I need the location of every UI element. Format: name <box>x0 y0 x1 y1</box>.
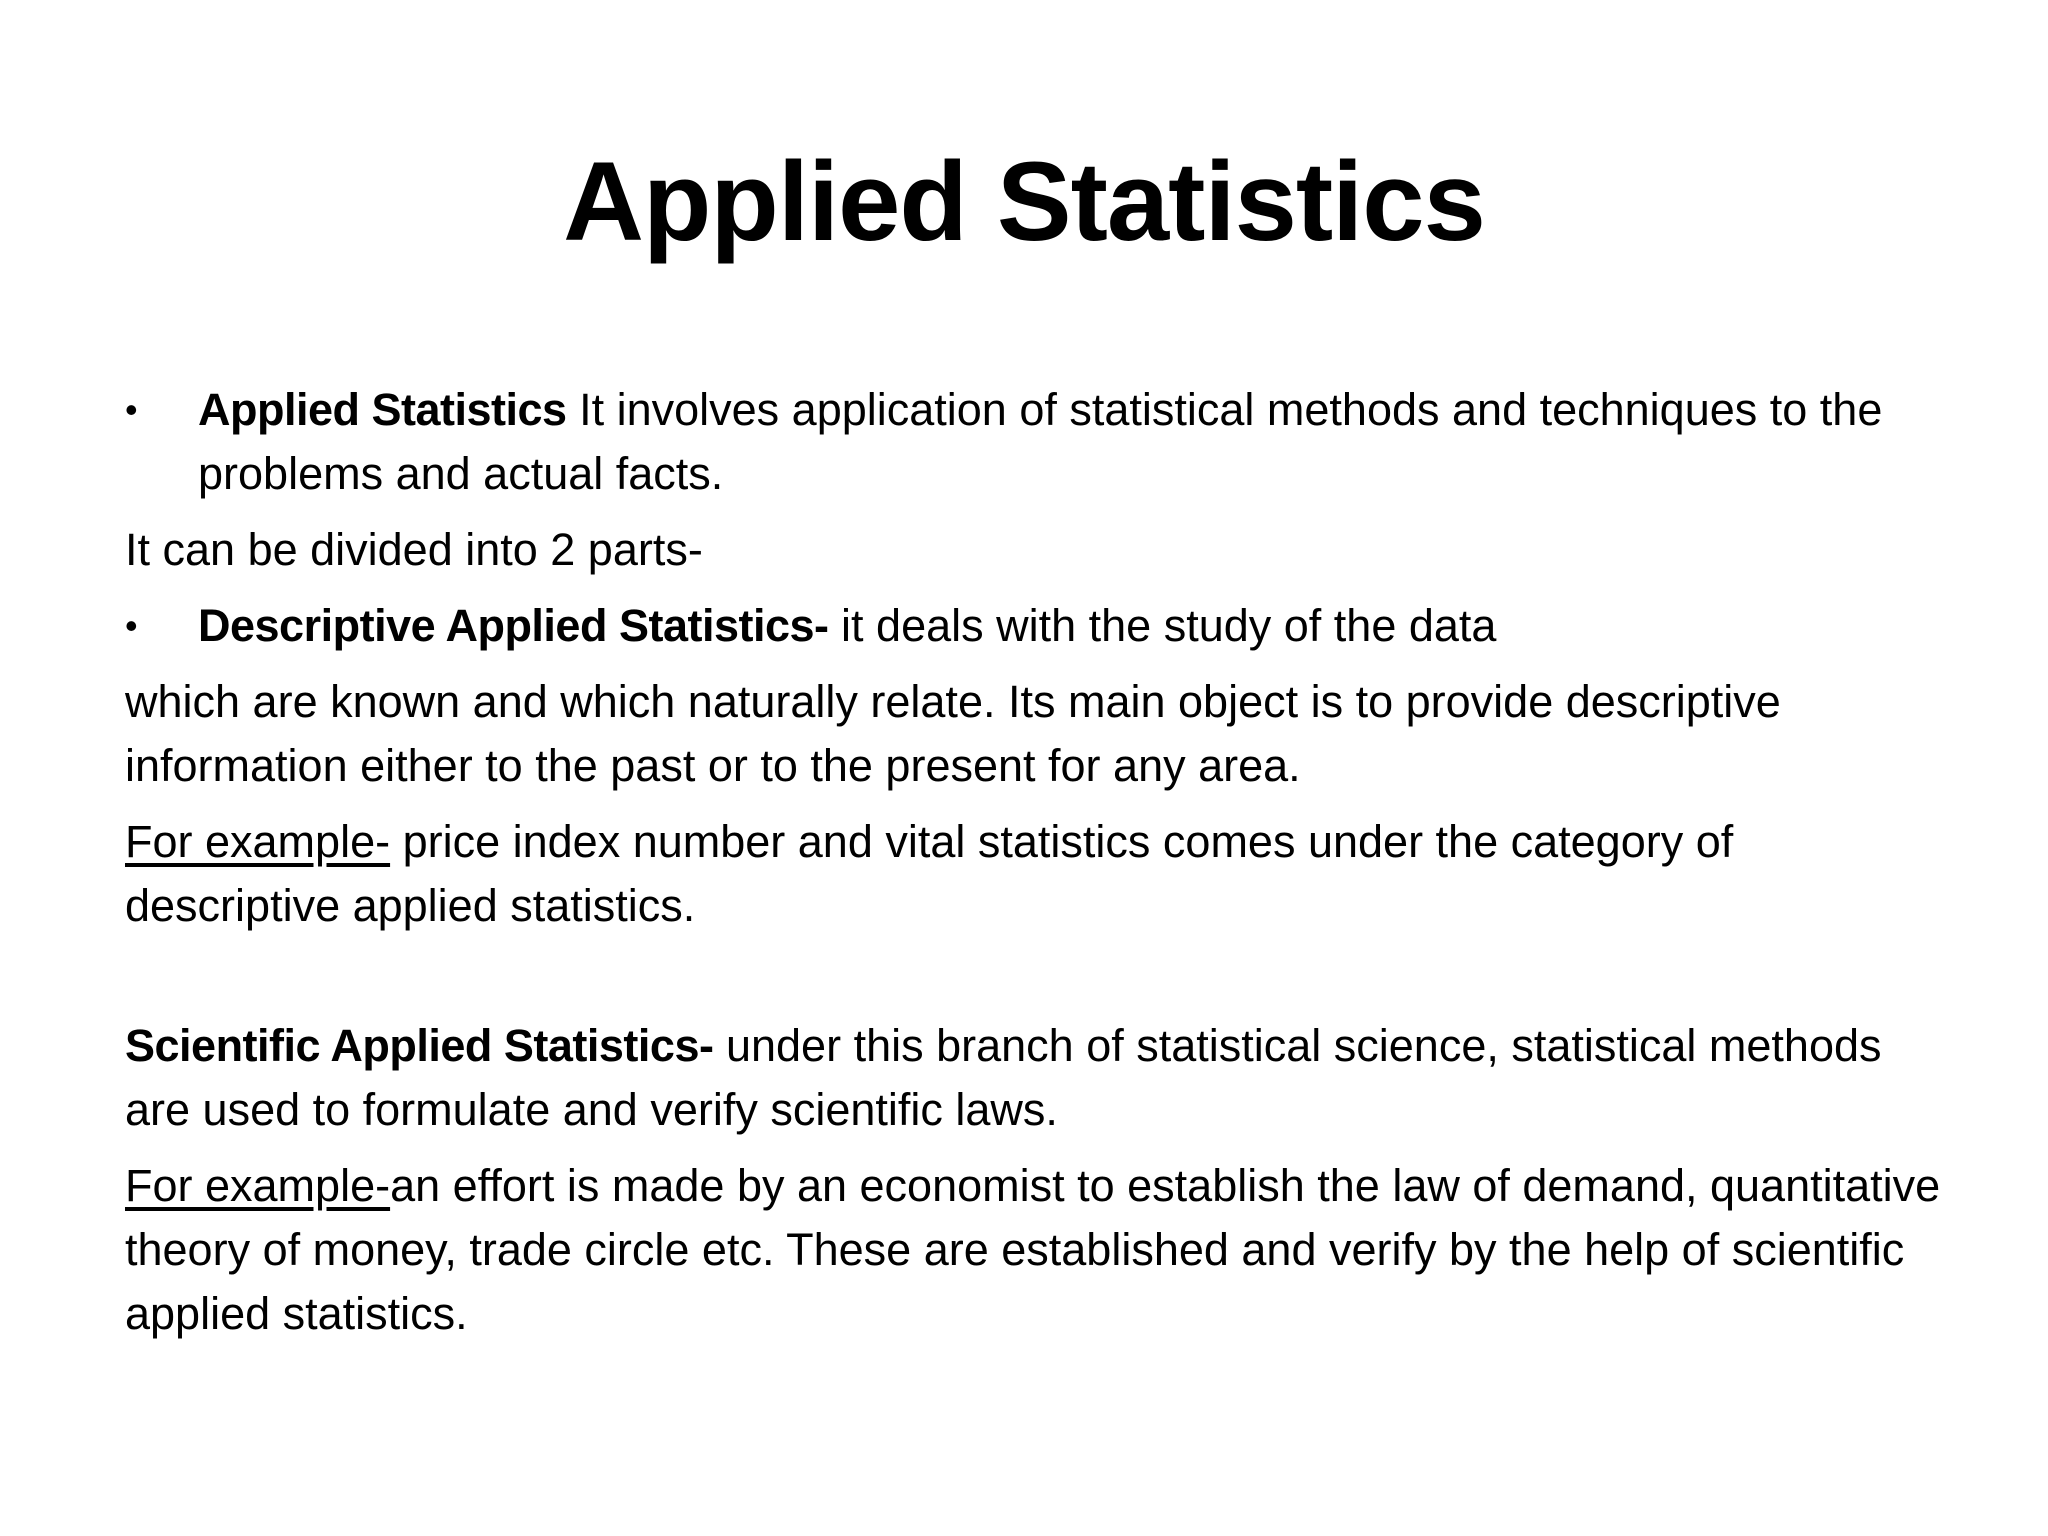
example-text: an effort is made by an economist to establish the law of demand, quantitative theory of money, trade circle etc. These are established and verify by the help of scientific applied statistics. <box>125 1160 1941 1339</box>
definition-descriptive-applied-statistics: it deals with the study of the data <box>828 600 1497 651</box>
example-label: For example- <box>125 816 391 867</box>
scientific-applied-statistics <box>125 1014 1955 1142</box>
example-scientific <box>125 1154 1955 1346</box>
bullet-icon: • <box>125 389 138 430</box>
bullet-descriptive-applied-statistics <box>125 594 1955 658</box>
term-descriptive-applied-statistics: Descriptive Applied Statistics- <box>198 600 829 651</box>
bullet-applied-statistics <box>125 378 1955 506</box>
definition-applied-statistics: It involves application of statistical methods and techniques to the problems and actual facts. <box>198 384 1883 499</box>
example-label: For example- <box>125 1160 391 1211</box>
slide-title: Applied Statistics <box>563 139 1485 264</box>
bullet-icon: • <box>125 605 138 646</box>
term-scientific-applied-statistics: Scientific Applied Statistics- <box>125 1020 714 1071</box>
term-applied-statistics: Applied Statistics <box>198 384 567 435</box>
example-descriptive <box>125 810 1955 938</box>
example-text: price index number and vital statistics comes under the category of descriptive applied statistics. <box>125 816 1734 931</box>
intro-text: It can be divided into 2 parts- <box>125 524 703 575</box>
descriptive-continuation: which are known and which naturally relate. Its main object is to provide descriptive information either to the past or to the present for any area. <box>125 676 1781 791</box>
definition-scientific-applied-statistics: under this branch of statistical science, statistical methods are used to formulate and verify scientific laws. <box>125 1020 1882 1135</box>
spacer <box>125 950 1955 1014</box>
slide-body <box>125 378 1955 1358</box>
